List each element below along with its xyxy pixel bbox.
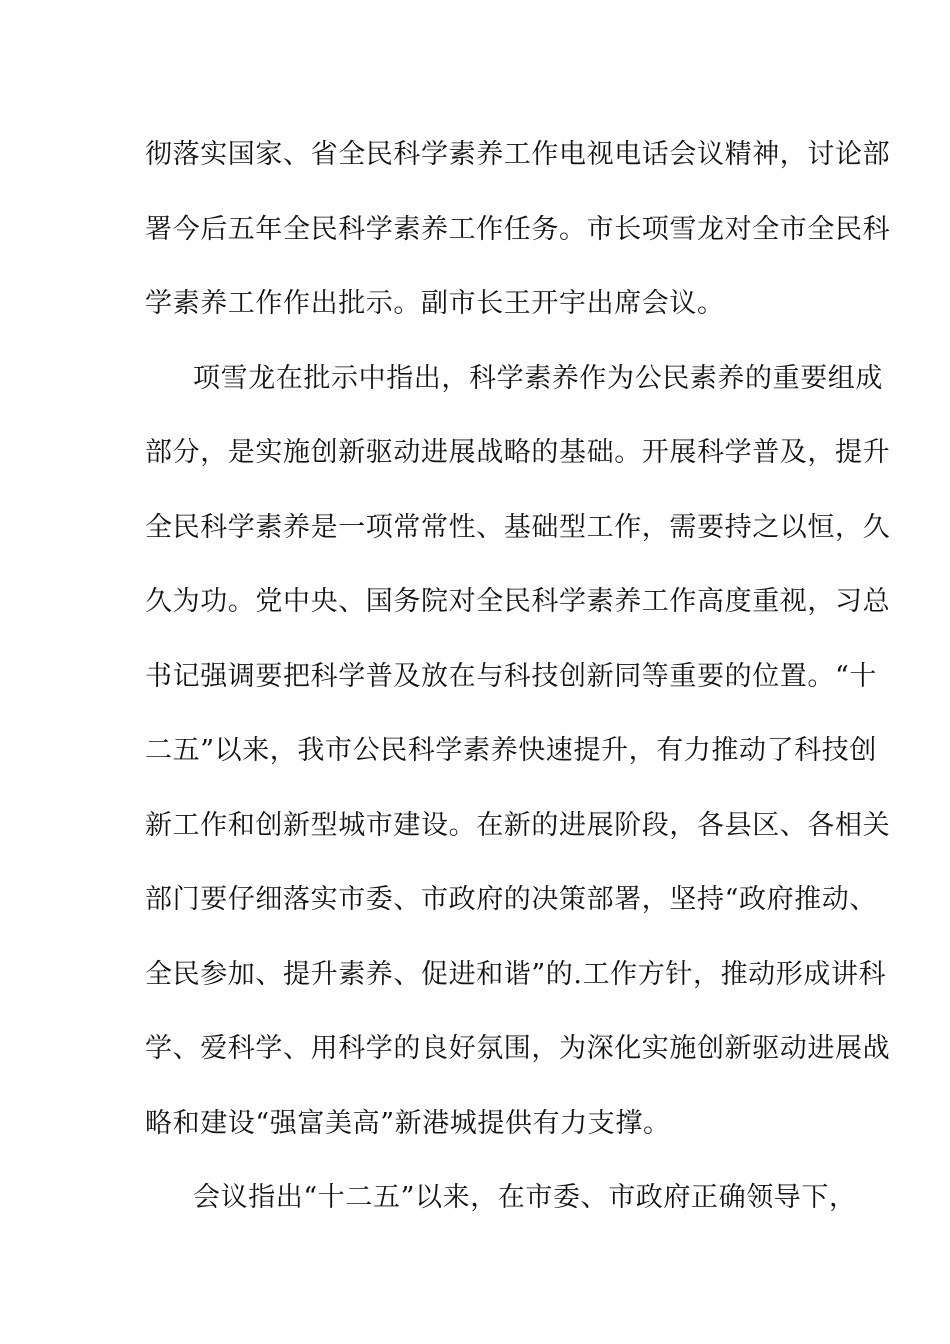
paragraph-first-line: 项雪龙在批示中指出，科学素养作为公民素养的重要组成 xyxy=(193,363,883,394)
text-line: 略和建设“强富美高”新港城提供有力支撑。 xyxy=(145,1108,671,1139)
text-line: 部分，是实施创新驱动进展战略的基础。开展科学普及，提升 xyxy=(145,437,891,468)
text-line: 全民科学素养是一项常常性、基础型工作，需要持之以恒，久 xyxy=(145,512,891,543)
text-line: 学素养工作作出批示。副市长王开宇出席会议。 xyxy=(145,288,725,319)
text-line: 部门要仔细落实市委、市政府的决策部署，坚持“政府推动、 xyxy=(145,884,878,915)
text-line: 书记强调要把科学普及放在与科技创新同等重要的位置。“十 xyxy=(145,661,878,692)
text-line: 学、爱科学、用科学的良好氛围，为深化实施创新驱动进展战 xyxy=(145,1033,891,1064)
text-line: 新工作和创新型城市建设。在新的进展阶段，各县区、各相关 xyxy=(145,810,891,841)
paragraph-first-line: 会议指出“十二五”以来，在市委、市政府正确领导下， xyxy=(193,1182,857,1213)
text-line: 署今后五年全民科学素养工作任务。市长项雪龙对全市全民科 xyxy=(145,214,891,245)
text-line: 二五”以来，我市公民科学素养快速提升，有力推动了科技创 xyxy=(145,735,878,766)
text-line: 全民参加、提升素养、促进和谐”的.工作方针，推动形成讲科 xyxy=(145,959,887,990)
text-line: 彻落实国家、省全民科学素养工作电视电话会议精神，讨论部 xyxy=(145,139,891,170)
text-line: 久为功。党中央、国务院对全民科学素养工作高度重视，习总 xyxy=(145,586,891,617)
